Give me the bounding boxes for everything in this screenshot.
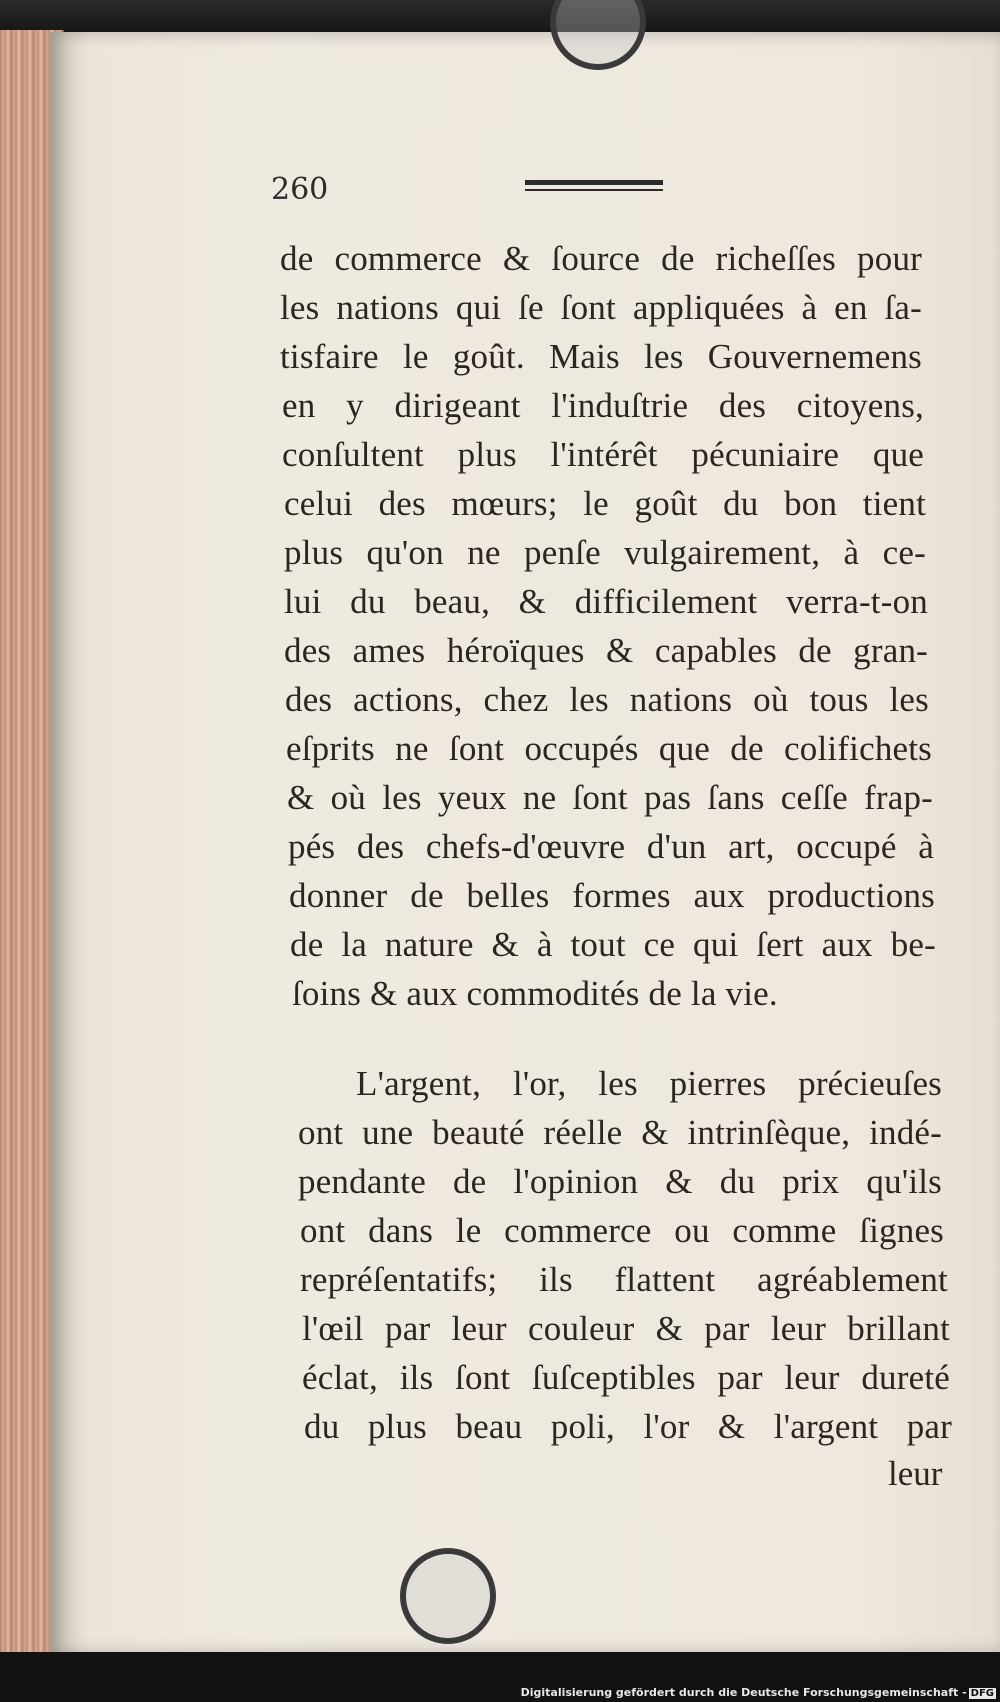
text-line: des ames héroïques & capables de gran- [284,631,928,670]
header-rule-thick [525,180,663,185]
text-line: eſprits ne ſont occupés que de colifichets [286,729,932,768]
text-line: l'œil par leur couleur & par leur brillant [302,1309,950,1348]
text-line: éclat, ils ſont ſuſceptibles par leur dureté [302,1358,950,1397]
text-line: les nations qui ſe ſont appliquées à en ſa- [280,288,922,327]
text-line: du plus beau poli, l'or & l'argent par [304,1407,952,1446]
text-line: de la nature & à tout ce qui ſert aux be- [290,925,936,964]
text-line: de commerce & ſource de richeſſes pour [280,239,922,278]
text-line: ſoins & aux commodités de la vie. [292,974,778,1013]
text-line: des actions, chez les nations où tous les [285,680,929,719]
dfg-logo: DFG [970,1688,994,1699]
digitization-credit [521,1686,996,1699]
page-clip-bottom [400,1548,496,1644]
text-line: celui des mœurs; le goût du bon tient [284,484,926,523]
credit-text: Digitalisierung gefördert durch die Deutsche Forschungsgemeinschaft - [520,1686,967,1699]
text-line: conſultent plus l'intérêt pécuniaire que [282,435,924,474]
text-line: tisfaire le goût. Mais les Gouvernemens [280,337,922,376]
text-line: ont une beauté réelle & intrinſèque, indé- [298,1113,942,1152]
text-line: repréſentatifs; ils flattent agréablement [300,1260,948,1299]
text-line: donner de belles formes aux productions [289,876,935,915]
text-line: pés des chefs-d'œuvre d'un art, occupé à [288,827,934,866]
text-line: lui du beau, & difficilement verra-t-on [284,582,928,621]
text-line: L'argent, l'or, les pierres précieuſes [356,1064,942,1103]
catchword: leur [888,1454,943,1493]
text-line: pendante de l'opinion & du prix qu'ils [298,1162,942,1201]
header-rule [525,180,663,192]
page-number: 260 [271,172,329,207]
text-line: en y dirigeant l'induſtrie des citoyens, [282,386,924,425]
text-line: ont dans le commerce ou comme ſignes [300,1211,944,1250]
text-line: & où les yeux ne ſont pas ſans ceſſe frap- [287,778,933,817]
header-rule-thin [525,189,663,191]
text-line: plus qu'on ne penſe vulgairement, à ce- [284,533,926,572]
